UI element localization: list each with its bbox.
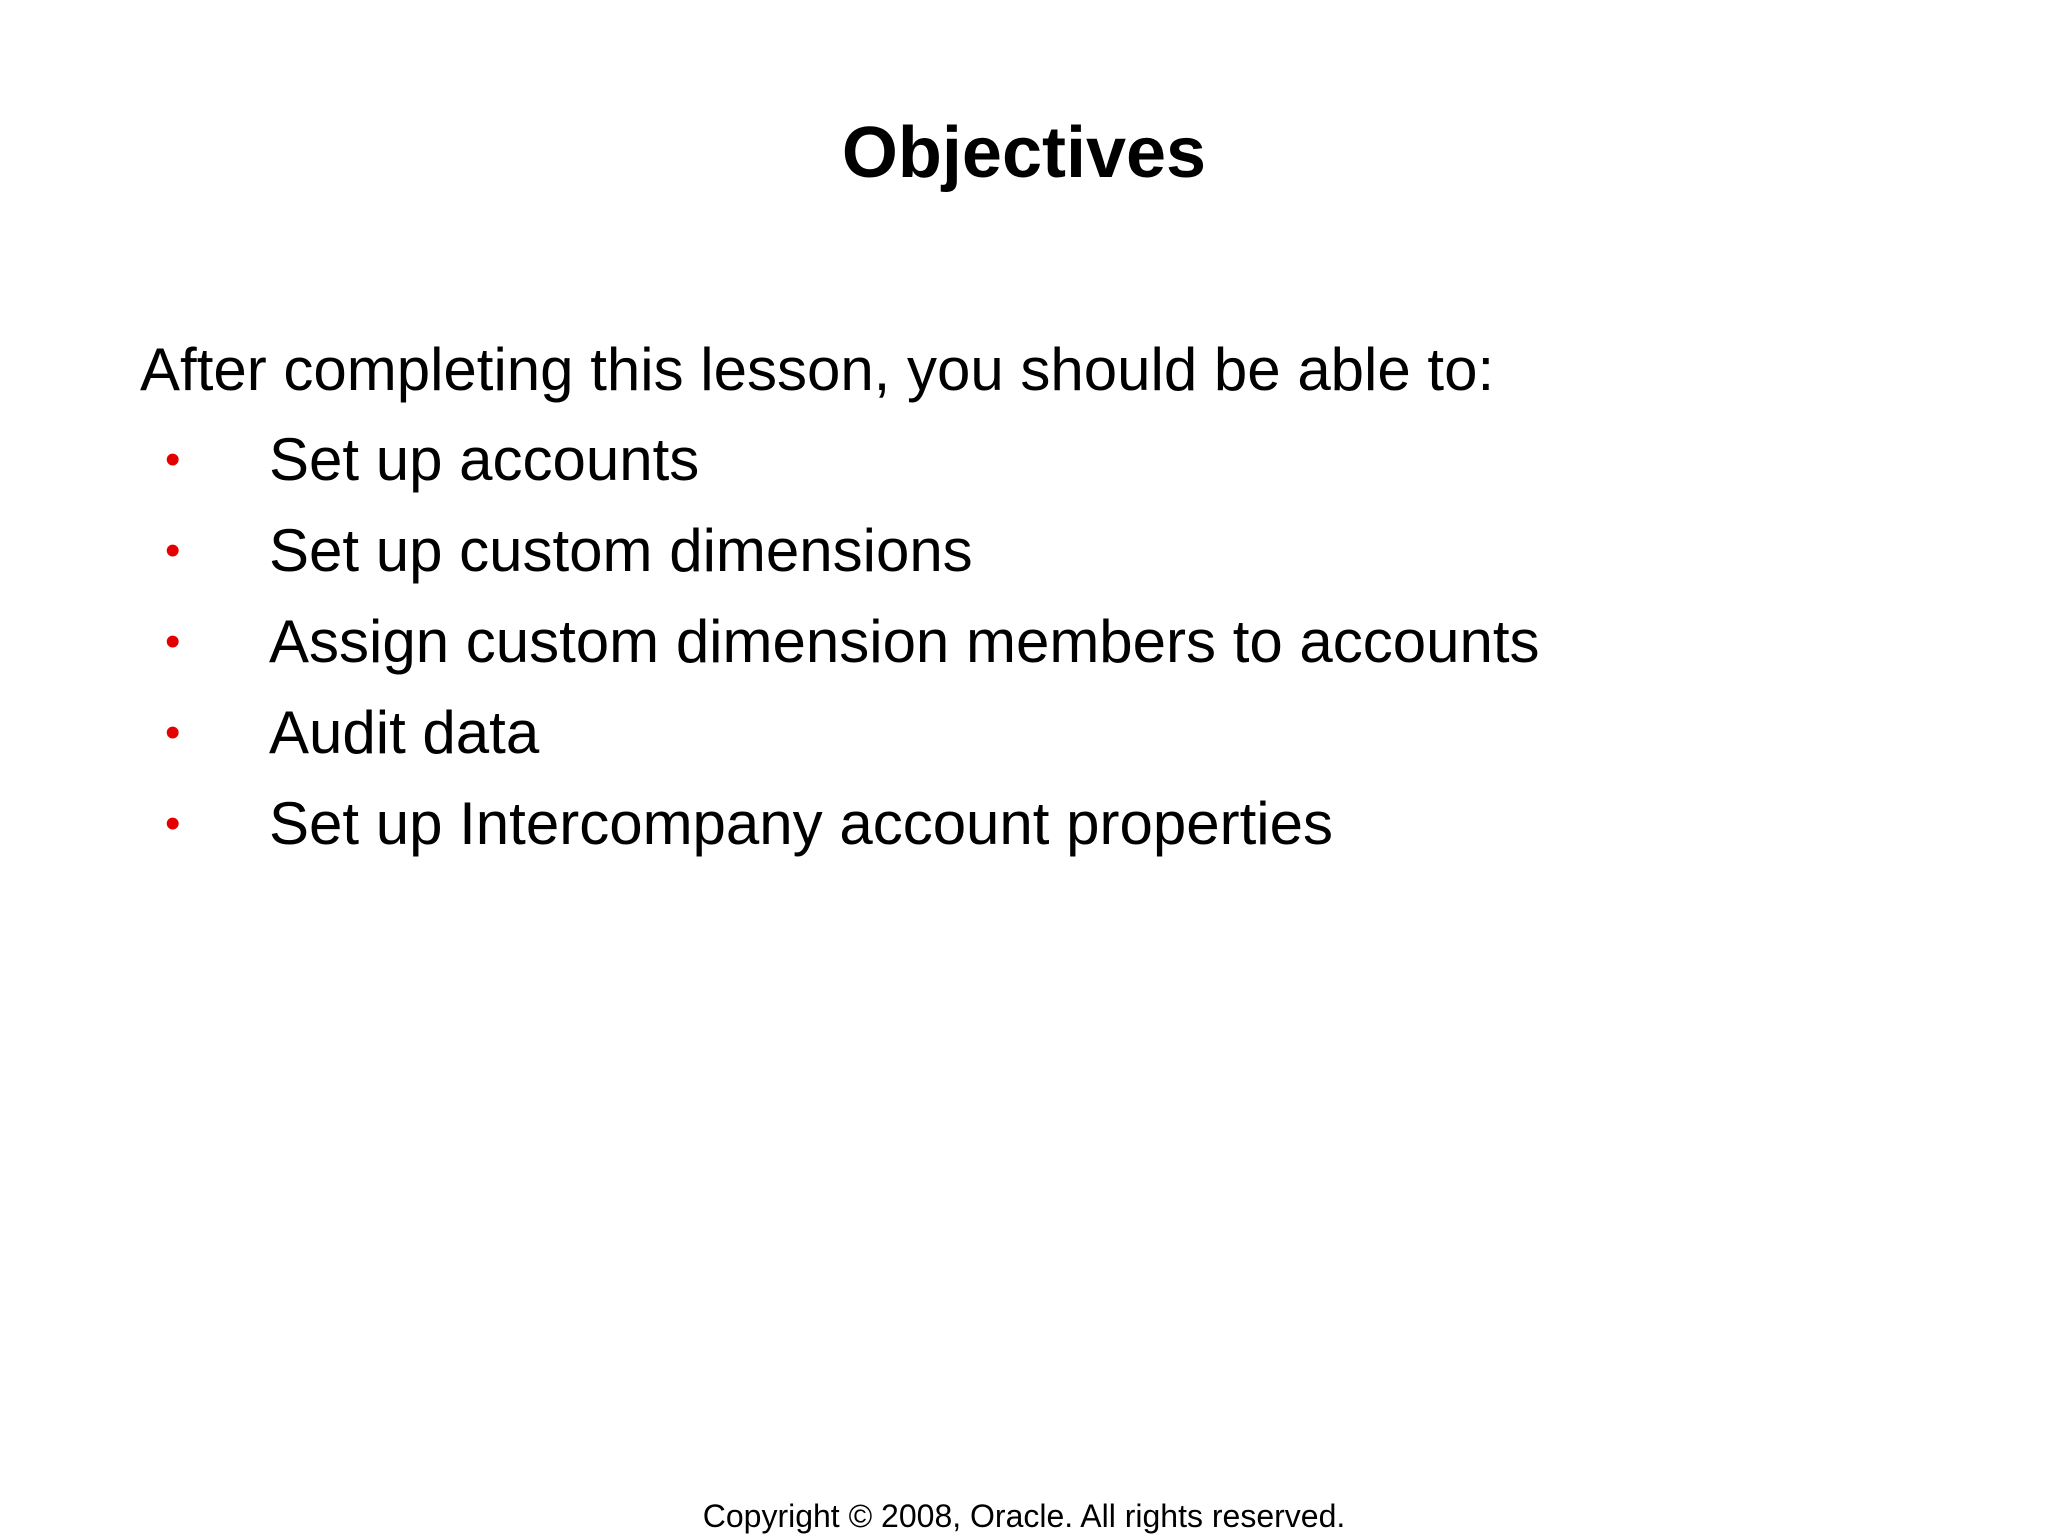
list-item-text: Set up Intercompany account properties bbox=[269, 790, 1333, 857]
list-item-text: Assign custom dimension members to accounts bbox=[269, 608, 1540, 675]
list-item-text: Set up accounts bbox=[269, 426, 700, 493]
bullet-icon: • bbox=[165, 617, 181, 666]
intro-text: After completing this lesson, you should be able to: bbox=[140, 336, 1495, 403]
bullet-icon: • bbox=[165, 708, 181, 757]
bullet-icon: • bbox=[165, 526, 181, 575]
slide-title: Objectives bbox=[841, 113, 1207, 193]
bullet-icon: • bbox=[165, 799, 181, 848]
bullet-icon: • bbox=[165, 435, 181, 484]
copyright-footer: Copyright © 2008, Oracle. All rights reserved. bbox=[702, 1498, 1346, 1534]
list-item-text: Audit data bbox=[269, 699, 540, 766]
list-item-text: Set up custom dimensions bbox=[269, 517, 973, 584]
